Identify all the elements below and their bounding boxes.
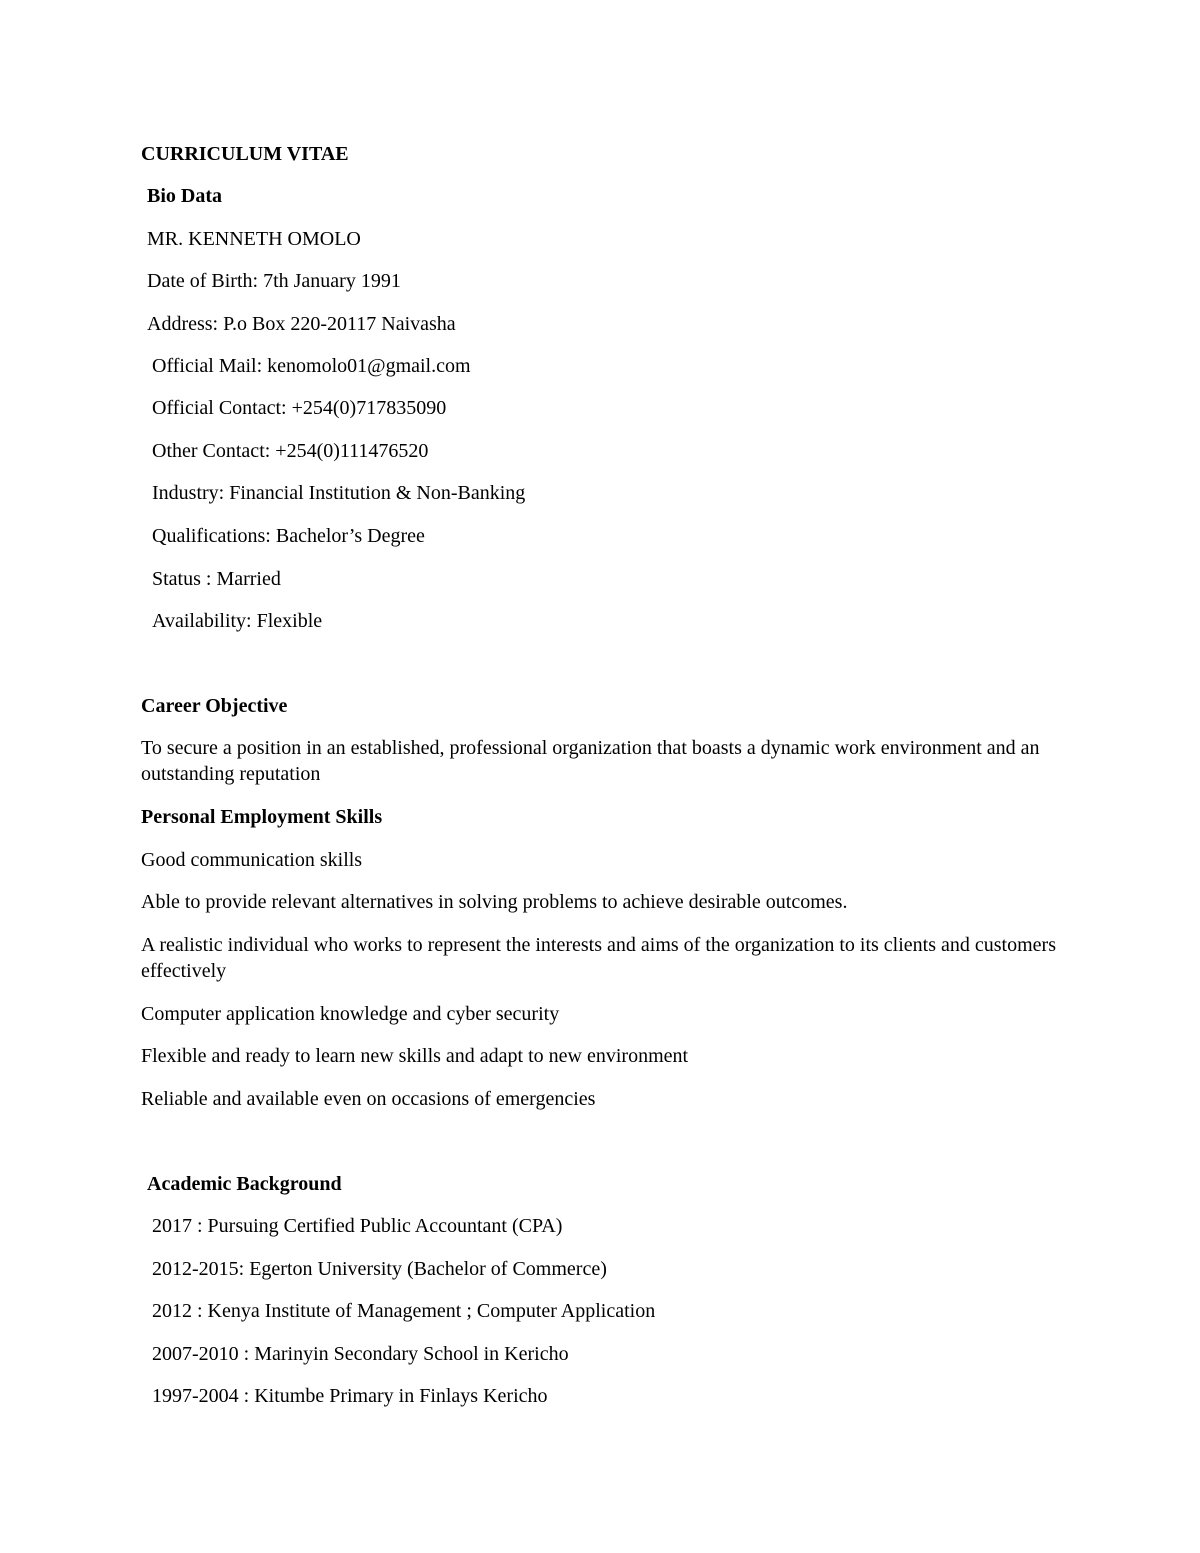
skill-item: Flexible and ready to learn new skills and adapt to new environment — [141, 1045, 689, 1067]
academic-item: 2007-2010 : Marinyin Secondary School in Kericho — [152, 1343, 569, 1365]
official-contact: Official Contact: +254(0)717835090 — [152, 397, 447, 419]
bio-data-heading: Bio Data — [147, 185, 222, 207]
academic-item: 2012 : Kenya Institute of Management ; Computer Application — [152, 1300, 656, 1322]
career-objective-heading: Career Objective — [141, 695, 288, 717]
qualifications: Qualifications: Bachelor’s Degree — [152, 525, 425, 547]
skill-item: Reliable and available even on occasions of emergencies — [141, 1088, 596, 1110]
academic-heading: Academic Background — [147, 1173, 342, 1195]
full-name: MR. KENNETH OMOLO — [147, 228, 361, 250]
date-of-birth: Date of Birth: 7th January 1991 — [147, 270, 401, 292]
academic-item: 1997-2004 : Kitumbe Primary in Finlays Kericho — [152, 1385, 548, 1407]
marital-status: Status : Married — [152, 568, 281, 590]
document-title: CURRICULUM VITAE — [141, 143, 349, 165]
skills-heading: Personal Employment Skills — [141, 806, 383, 828]
academic-item: 2012-2015: Egerton University (Bachelor of Commerce) — [152, 1258, 607, 1280]
skill-item: Good communication skills — [141, 849, 363, 871]
skill-item: A realistic individual who works to represent the interests and aims of the organization to its clients and customers effectively — [141, 934, 1056, 982]
availability: Availability: Flexible — [152, 610, 323, 632]
skill-item: Able to provide relevant alternatives in solving problems to achieve desirable outcomes. — [141, 891, 848, 913]
address: Address: P.o Box 220-20117 Naivasha — [147, 313, 456, 335]
career-objective-text: To secure a position in an established, professional organization that boasts a dynamic work environment and an outstanding reputation — [141, 737, 1040, 785]
academic-item: 2017 : Pursuing Certified Public Accountant (CPA) — [152, 1215, 563, 1237]
official-mail: Official Mail: kenomolo01@gmail.com — [152, 355, 471, 377]
industry: Industry: Financial Institution & Non-Banking — [152, 482, 526, 504]
skill-item: Computer application knowledge and cyber security — [141, 1003, 560, 1025]
other-contact: Other Contact: +254(0)111476520 — [152, 440, 429, 462]
